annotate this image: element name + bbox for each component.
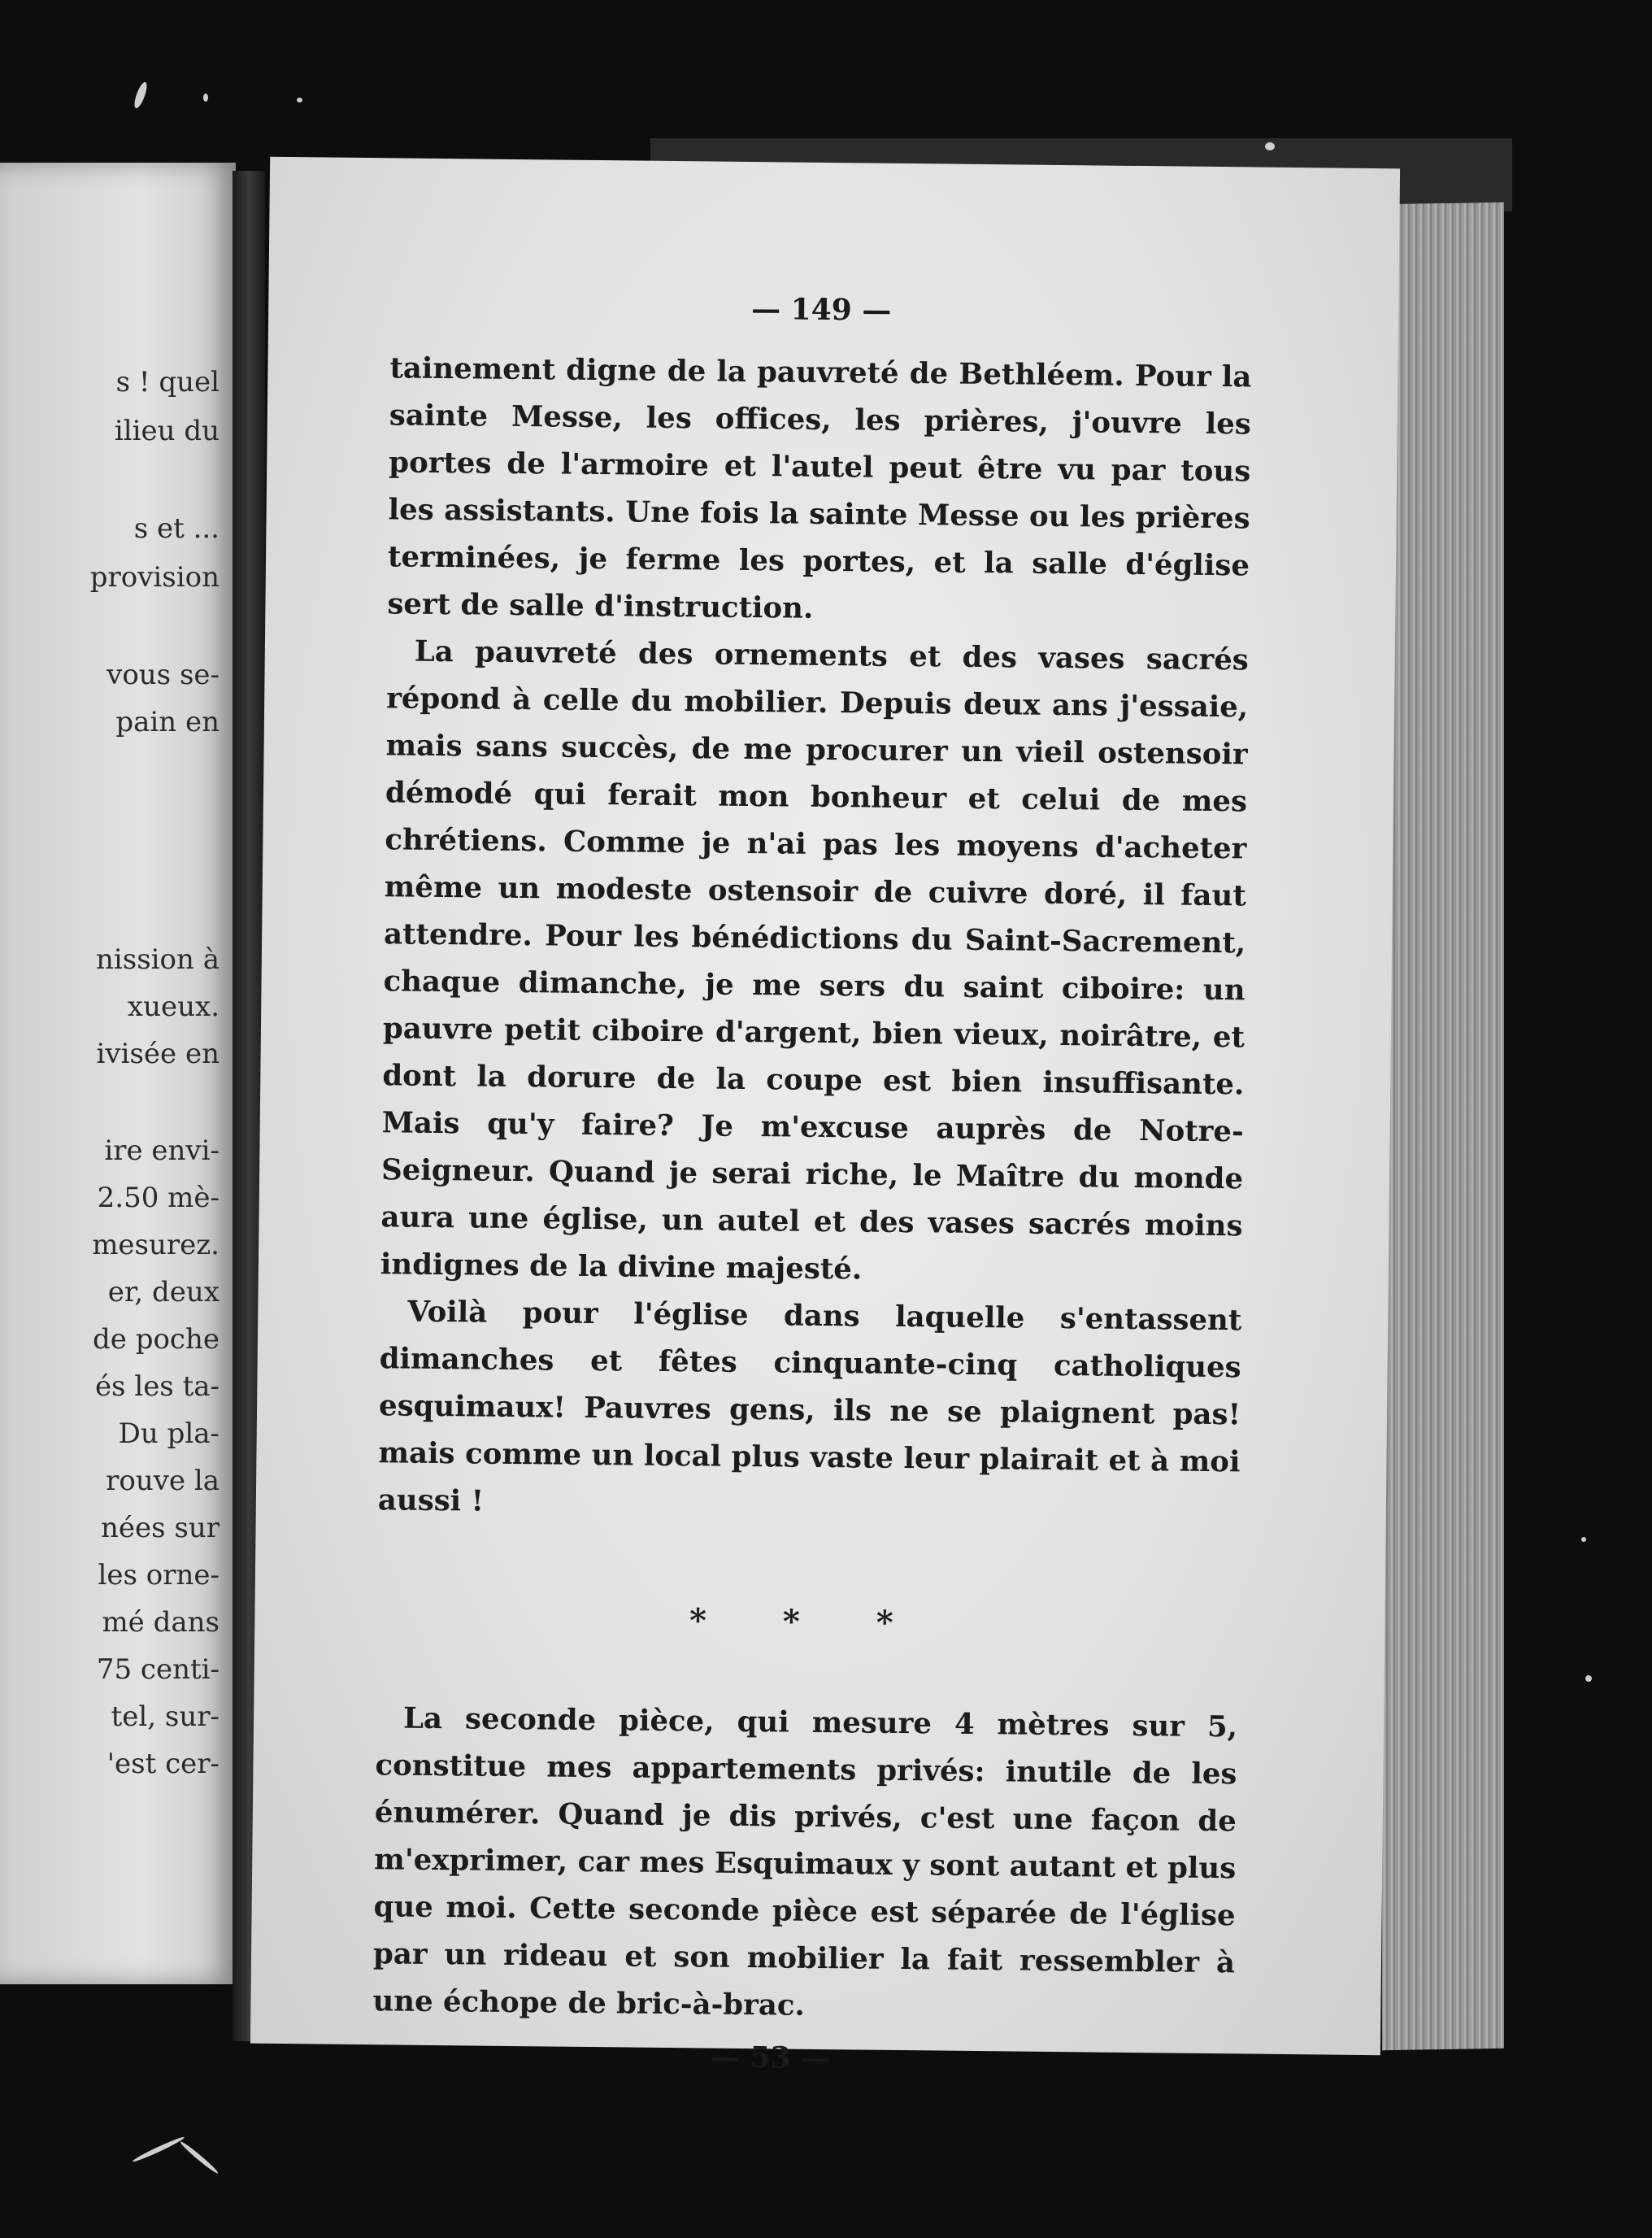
- left-line: 'est cer-: [107, 1748, 220, 1780]
- scan-mark: [132, 2135, 185, 2163]
- scan-mark: [203, 94, 208, 102]
- left-line: Du pla-: [118, 1417, 220, 1450]
- scan-mark: [1265, 142, 1275, 150]
- right-page: [250, 157, 1400, 2076]
- paragraph: La seconde pièce, qui mesure 4 mètres sur 5, constitue mes appartements privés: inutile de les énumérer. Quand je dis privés, c'est une façon de m'exprimer, car mes Esquimaux y sont autant et plus que moi. Cette seconde pièce est séparée de l'église par un rideau et son mobilier la fait ressembler à une échope de bric-à-brac.: [372, 1701, 1238, 2022]
- scan-mark: [132, 81, 149, 109]
- left-line: tel, sur-: [111, 1700, 220, 1733]
- page-content: [372, 288, 1253, 2076]
- page-number-bottom: — 53 —: [710, 2040, 831, 2076]
- left-line: de poche: [93, 1323, 220, 1356]
- left-line: rouve la: [106, 1465, 220, 1497]
- left-line: s et ...: [133, 512, 220, 545]
- body-text: [372, 345, 1252, 2034]
- scan-mark: [1585, 1675, 1592, 1682]
- left-line: 75 centi-: [96, 1653, 220, 1686]
- left-line: ilieu du: [114, 415, 220, 447]
- left-line: mesurez.: [92, 1229, 220, 1261]
- left-line: les orne-: [98, 1559, 220, 1591]
- scan-mark: [297, 98, 302, 102]
- left-line: ivisée en: [96, 1038, 220, 1070]
- left-line: pain en: [115, 706, 220, 738]
- left-line: vous se-: [107, 659, 220, 691]
- left-line: 2.50 mè-: [97, 1182, 220, 1214]
- page-number-top: — 149 —: [750, 291, 892, 328]
- left-line: er, deux: [107, 1276, 220, 1308]
- left-line: ire envi-: [104, 1134, 220, 1167]
- left-page: [0, 163, 236, 1984]
- paragraph: La pauvreté des ornements et des vases sacrés répond à celle du mobilier. Depuis deux ans j'essaie, mais sans succès, de me procurer un vieil ostensoir démodé qui ferait mon bonheur et celui de mes chrétiens. Comme je n'ai pas les moyens d'acheter même un modeste ostensoir de cuivre doré, il faut attendre. Pour les bénédictions du Saint-Sacrement, chaque dimanche, je me sers du saint ciboire: un pauvre petit ciboire d'argent, bien vieux, noirâtre, et dont la dorure de la coupe est bien insuffisante. Mais qu'y faire? Je m'excuse auprès de Notre-Seigneur. Quand je serai riche, le Maître du monde aura une église, un autel et des vases sacrés moins indignes de la divine majesté.: [380, 634, 1249, 1287]
- left-line: és les ta-: [94, 1370, 220, 1403]
- scan-mark: [179, 2140, 220, 2175]
- left-line: nées sur: [101, 1512, 220, 1544]
- left-line: nission à: [96, 943, 220, 976]
- left-line: xueux.: [127, 991, 220, 1023]
- page-stack-edge: [1382, 202, 1504, 2051]
- scan-mark: [1581, 1537, 1586, 1542]
- left-line: mé dans: [102, 1606, 220, 1639]
- left-line: s ! quel: [115, 366, 220, 398]
- left-line: provision: [89, 561, 220, 594]
- paragraph: Voilà pour l'église dans laquelle s'entassent dimanches et fêtes cinquante-cinq catholiques esquimaux! Pauvres gens, ils ne se plaignent pas! mais comme un local plus vaste leur plairait et à moi aussi !: [377, 1295, 1242, 1518]
- paragraph: tainement digne de la pauvreté de Bethléem. Pour la sainte Messe, les offices, les prières, j'ouvre les portes de l'armoire et l'autel peut être vu par tous les assistants. Une fois la sainte Messe ou les prières terminées, je ferme les portes, et la salle d'église sert de salle d'instruction.: [387, 351, 1252, 625]
- section-ornament: * * *: [689, 1601, 926, 1643]
